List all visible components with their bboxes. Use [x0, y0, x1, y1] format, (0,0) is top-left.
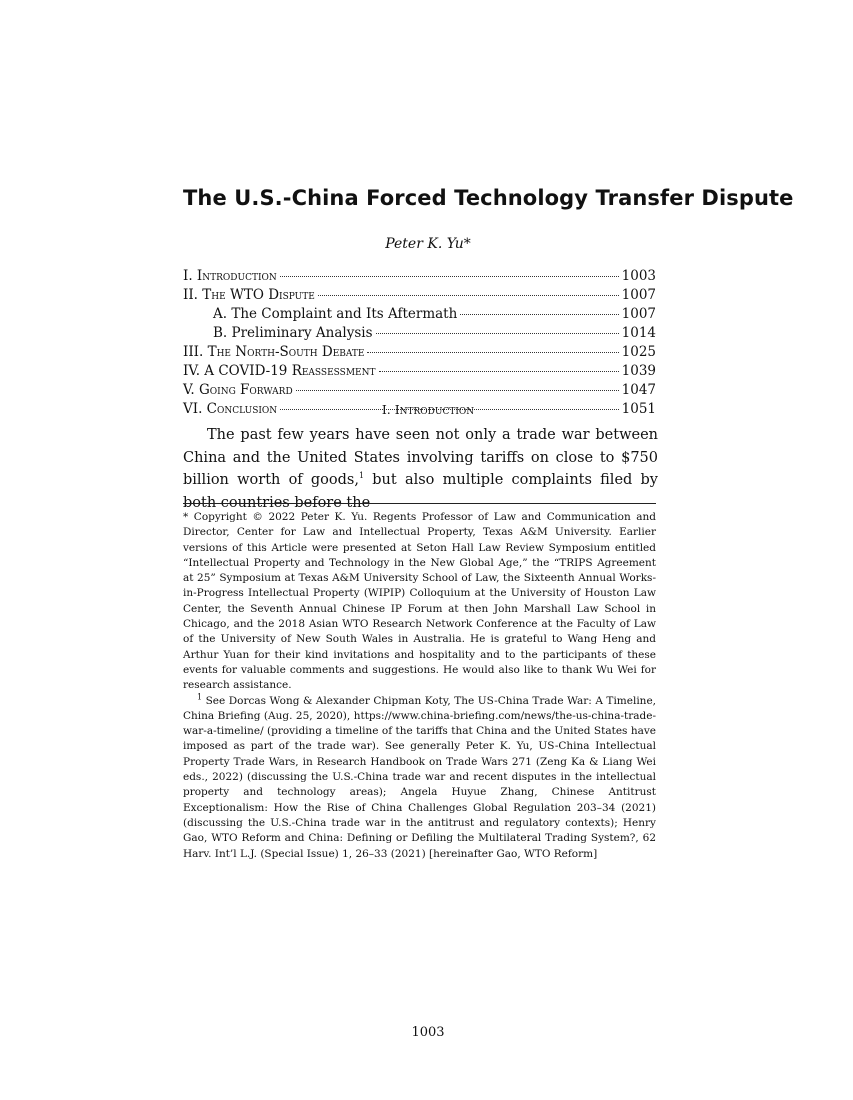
toc-entry[interactable] — [183, 344, 656, 363]
toc-entry[interactable] — [183, 287, 656, 306]
table-of-contents — [183, 268, 656, 420]
toc-entry[interactable] — [183, 363, 656, 382]
toc-dot-leader — [296, 390, 619, 391]
toc-entry-label: II. The WTO Dispute — [183, 287, 315, 303]
toc-entry-page: 1003 — [621, 268, 656, 284]
toc-entry-page: 1047 — [621, 382, 656, 398]
paragraph-text: but also multiple complaints filed by both countries before the — [183, 472, 658, 511]
toc-dot-leader — [367, 352, 618, 353]
toc-entry[interactable] — [183, 268, 656, 287]
article-title: The U.S.-China Forced Technology Transfer Dispute — [183, 186, 794, 210]
toc-entry[interactable] — [183, 382, 656, 401]
toc-entry-page: 1007 — [621, 306, 656, 322]
footnote-star: * Copyright © 2022 Peter K. Yu. Regents Professor of Law and Communication and Director, Center for Law and Intellectual Property, Texas A&M University. Earlier versions of this Article were presented at Seton Hall Law Review Symposium entitled “Intellectual Property and Technology in the New Global Age,” the “TRIPS Agreement at 25” Symposium at Texas A&M University School of Law, the Sixteenth Annual Works-in-Progress Intellectual Property (WIPIP) Colloquium at the University of Houston Law Center, the Seventh Annual Chinese IP Forum at then John Marshall Law School in Chicago, and the 2018 Asian WTO Research Network Conference at the Faculty of Law of the University of New South Wales in Australia. He is grateful to Wang Heng and Arthur Yuan for their kind invitations and hospitality and to the participants of these events for valuable comments and suggestions. He would also like to thank Wu Wei for research assistance. — [183, 511, 656, 692]
section-heading: I. Introduction — [381, 402, 475, 417]
toc-entry-page: 1051 — [621, 401, 656, 417]
toc-entry-label: IV. A COVID-19 Reassessment — [183, 363, 376, 379]
footnote-1 — [183, 694, 656, 862]
toc-dot-leader — [379, 371, 619, 372]
toc-entry-label: VI. Conclusion — [183, 401, 278, 417]
toc-entry-label: B. Preliminary Analysis — [213, 325, 373, 341]
toc-entry-page: 1039 — [621, 363, 656, 379]
article-author: Peter K. Yu* — [385, 236, 471, 252]
toc-entry-label: V. Going Forward — [183, 382, 293, 398]
body-paragraph — [183, 424, 658, 514]
toc-entry-label: III. The North-South Debate — [183, 344, 365, 360]
toc-dot-leader — [460, 314, 618, 315]
footnotes — [183, 510, 656, 862]
footnote-text: See Dorcas Wong & Alexander Chipman Koty, The US-China Trade War: A Timeline, China Briefing (Aug. 25, 2020), https://www.china-briefing.com/news/the-us-china-trade-war-a-timeline/ (providing a timeline of the tariffs that China and the United States have imposed as part of the trade war). See generally Peter K. Yu, US-China Intellectual Property Trade Wars, in Research Handbook on Trade Wars 271 (Zeng Ka & Liang Wei eds., 2022) (discussing the U.S.-China trade war and recent disputes in the intellectual property and technology areas); Angela Huyue Zhang, Chinese Antitrust Exceptionalism: How the Rise of China Challenges Global Regulation 203–34 (2021) (discussing the U.S.-China trade war in the antitrust and regulatory contexts); Henry Gao, WTO Reform and China: Defining or Defiling the Multilateral Trading System?, 62 Harv. Int’l L.J. (Special Issue) 1, 26–33 (2021) [hereinafter Gao, WTO Reform] — [183, 694, 656, 860]
toc-entry-page: 1025 — [621, 344, 656, 360]
toc-dot-leader — [318, 295, 619, 296]
toc-subentry[interactable] — [183, 325, 656, 344]
toc-dot-leader — [376, 333, 619, 334]
footnote-divider — [183, 503, 656, 504]
page-number: 1003 — [411, 1025, 445, 1040]
toc-dot-leader — [280, 276, 619, 277]
toc-entry-page: 1007 — [621, 287, 656, 303]
toc-entry-page: 1014 — [621, 325, 656, 341]
toc-entry-label: I. Introduction — [183, 268, 277, 284]
footnote-number: 1 — [197, 692, 203, 702]
footnote-reference[interactable]: 1 — [358, 471, 365, 481]
body-text — [183, 424, 658, 514]
paragraph-text: The past few years have seen not only a trade war between China and the United States involving tariffs on close to $750 billion worth of goods, — [183, 427, 658, 488]
toc-subentry[interactable] — [183, 306, 656, 325]
toc-entry-label: A. The Complaint and Its Aftermath — [213, 306, 458, 322]
